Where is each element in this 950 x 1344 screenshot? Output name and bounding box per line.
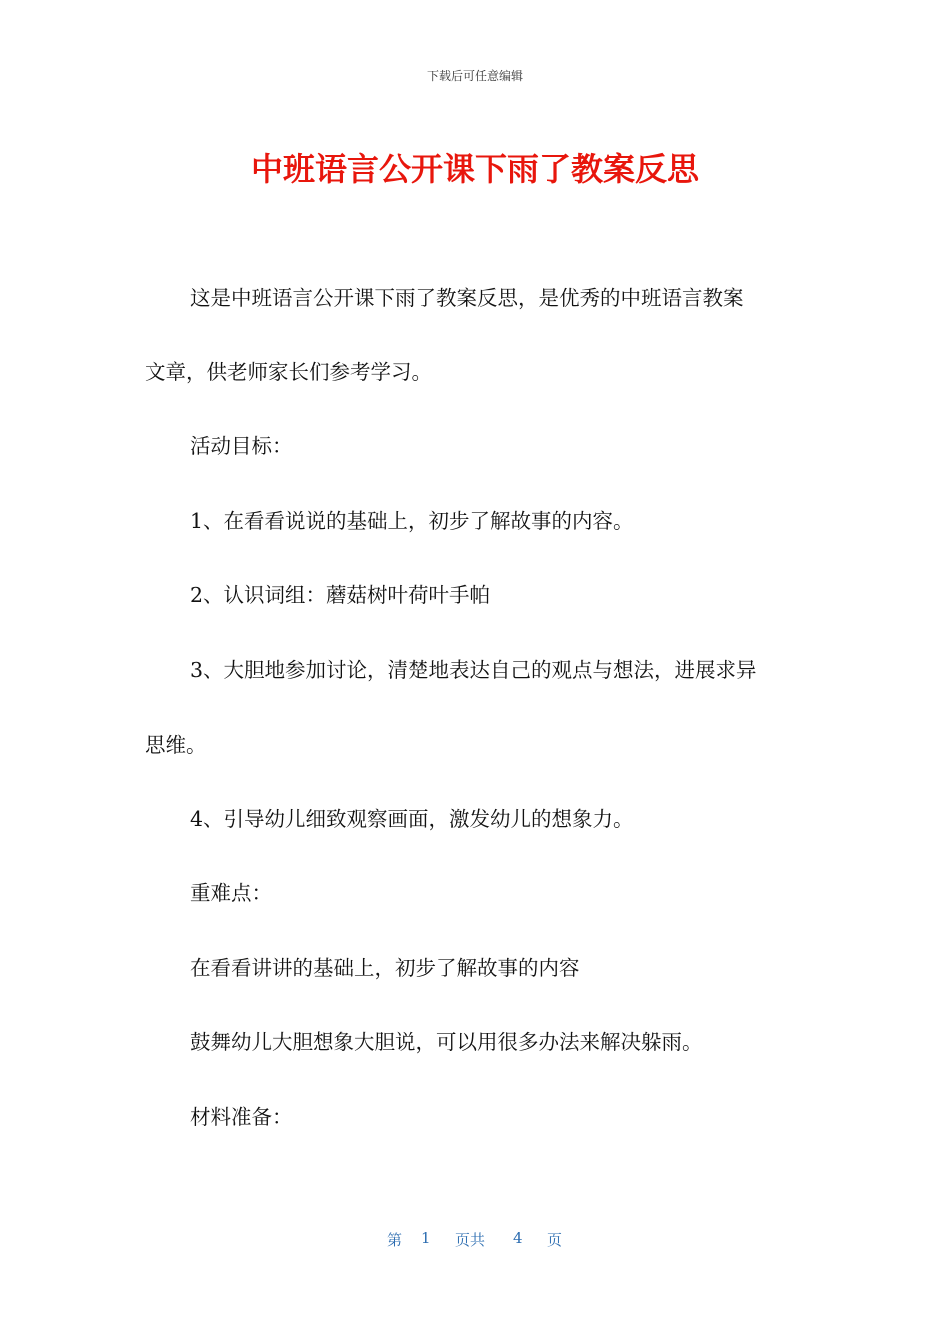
footer-label-end: 页 bbox=[547, 1231, 563, 1249]
list-item: 2、认识词组：蘑菇树叶荷叶手帕 bbox=[190, 583, 491, 607]
header-note: 下载后可任意编辑 bbox=[426, 69, 523, 83]
paragraph-line: 文章，供老师家长们参考学习。 bbox=[145, 360, 432, 384]
paragraph-line: 在看看讲讲的基础上，初步了解故事的内容 bbox=[190, 956, 580, 980]
footer-total-pages: 4 bbox=[513, 1229, 523, 1247]
footer-current-page: 1 bbox=[421, 1229, 431, 1247]
footer-label-page: 第 bbox=[387, 1231, 403, 1249]
list-item: 4、引导幼儿细致观察画面，激发幼儿的想象力。 bbox=[190, 807, 634, 831]
paragraph-line: 思维。 bbox=[145, 733, 207, 757]
paragraph-line: 这是中班语言公开课下雨了教案反思，是优秀的中班语言教案 bbox=[190, 286, 744, 310]
section-heading: 材料准备： bbox=[190, 1105, 293, 1129]
section-heading: 重难点： bbox=[190, 881, 272, 905]
list-item: 1、在看看说说的基础上，初步了解故事的内容。 bbox=[190, 509, 634, 533]
list-item: 3、大胆地参加讨论，清楚地表达自己的观点与想法，进展求异 bbox=[190, 658, 757, 682]
paragraph-line: 鼓舞幼儿大胆想象大胆说，可以用很多办法来解决躲雨。 bbox=[190, 1030, 703, 1054]
page-footer bbox=[0, 1229, 950, 1251]
footer-label-of: 页共 bbox=[455, 1231, 486, 1249]
document-title: 中班语言公开课下雨了教案反思 bbox=[250, 150, 699, 188]
section-heading: 活动目标： bbox=[190, 434, 293, 458]
